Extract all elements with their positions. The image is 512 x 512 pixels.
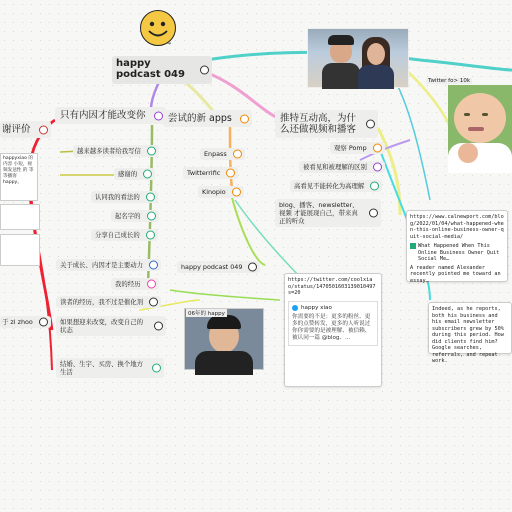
node-zhou[interactable]: 于 zi zhoo	[0, 316, 51, 328]
article-url[interactable]: https://www.calnewport.com/blog/2022/01/04/what-happened-when-this-online-business-owner-quit-social-media/	[410, 214, 504, 240]
connector-icon[interactable]	[146, 231, 155, 240]
node-blog-note[interactable]: blog、播客、newsletter、视频 才能展现自己，带来真正的听众	[275, 199, 381, 227]
node-recognize[interactable]: 认同我的看法的	[91, 191, 158, 203]
tweet-user: happy xiao	[301, 304, 332, 311]
node-podcast-ref[interactable]: happy podcast 049	[177, 261, 260, 273]
photo-caption: 06年的 happy	[188, 311, 225, 317]
article-title: What Happened When This Online Business Owner Quit Social Me…	[418, 243, 500, 262]
photo-happy-2006	[184, 308, 264, 370]
twitter-followers-tag: Twitter fo> 10k	[428, 78, 471, 84]
node-watch-pomp[interactable]: 观察 Pomp	[330, 142, 385, 154]
connector-icon[interactable]	[370, 182, 379, 191]
node-motivation[interactable]: 只有内因才能改变你	[55, 107, 166, 124]
node-enpass[interactable]: Enpass	[200, 148, 245, 160]
node-kinopio[interactable]: Kinopio	[198, 186, 244, 198]
node-more-readers[interactable]: 越来越多读者给我写信	[73, 145, 159, 157]
left-note-card: happyxiao 的内容 小短，视频发送性 的 等等播客 happy。	[0, 153, 38, 201]
connector-icon[interactable]	[147, 212, 156, 221]
connector-icon[interactable]	[232, 188, 241, 197]
connector-icon[interactable]	[366, 120, 375, 129]
root-node[interactable]	[112, 56, 212, 84]
link-icon	[410, 243, 416, 249]
connector-icon[interactable]	[146, 193, 155, 202]
connector-icon[interactable]	[240, 114, 249, 123]
connector-icon[interactable]	[154, 322, 163, 331]
connector-icon[interactable]	[369, 209, 378, 218]
tweet-embed	[288, 301, 378, 346]
node-interaction[interactable]: 推特互动高，为什么还做视频和播客	[275, 110, 378, 138]
connector-icon[interactable]	[248, 263, 257, 272]
node-thanks[interactable]: 感谢的	[114, 168, 155, 180]
connector-icon[interactable]	[373, 163, 382, 172]
connector-icon[interactable]	[143, 170, 152, 179]
connector-icon[interactable]	[149, 298, 158, 307]
root-title: happy podcast 049	[116, 58, 185, 80]
connector-icon[interactable]	[233, 150, 242, 159]
connector-icon[interactable]	[226, 169, 235, 178]
connector-icon[interactable]	[39, 318, 48, 327]
tweet-text: 你需要的不是：更多的粉丝、更多的点赞转发，更多的人听说过你你需要的是被理解、被信赖、被认同一篇 @blog、…	[292, 313, 371, 341]
quote-text: Indeed, as he reports, both his business and his email newsletter subscribers grew by 50% during this period. How did clients find him? Google searches, referrals, and repeat work.	[432, 306, 504, 364]
node-share-growth[interactable]: 分享自己成长的	[91, 229, 158, 241]
node-about-growth[interactable]: 关于成长、内因才是主要动力	[56, 259, 161, 271]
tweet-url[interactable]: https://twitter.com/coolxiao/status/1470501603139010497s=20	[288, 277, 376, 296]
node-my-experience[interactable]: 我的经历	[111, 278, 159, 290]
photo-couple	[307, 28, 409, 88]
connector-icon[interactable]	[147, 280, 156, 289]
node-seen-vs-understood[interactable]: 被看见和被理解的区别	[299, 161, 385, 173]
node-life-events[interactable]: 结婚、生宇、买房、换个地方生活	[56, 358, 164, 378]
node-want-change[interactable]: 如果想迎来改变，改变自己的状态	[56, 316, 166, 336]
connector-icon[interactable]	[147, 147, 156, 156]
left-note-card-2	[0, 204, 40, 230]
node-thanks-review[interactable]: 谢评价	[0, 121, 51, 138]
photo-success-kid	[448, 85, 512, 167]
node-twitterrific[interactable]: Twitterrific	[183, 167, 238, 179]
smiley-control-icon[interactable]: →	[166, 40, 172, 47]
article-card[interactable]	[406, 210, 508, 282]
connector-icon[interactable]	[39, 125, 48, 134]
quote-card[interactable]	[428, 302, 512, 364]
connector-icon[interactable]	[149, 261, 158, 270]
article-desc: A reader named Alexander recently pointed me toward an essay…	[410, 264, 501, 284]
node-value-convert[interactable]: 高看见不能转化为高理解	[290, 180, 382, 192]
left-note-card-3	[0, 234, 40, 266]
connector-icon[interactable]	[154, 111, 163, 120]
twitter-icon	[292, 305, 298, 311]
node-famous[interactable]: 起名字的	[111, 210, 159, 222]
connector-icon[interactable]	[152, 364, 161, 373]
tweet-card[interactable]	[284, 273, 382, 387]
node-readers-experience[interactable]: 读者的经历，我不过是催化剂	[56, 296, 161, 308]
node-new-apps[interactable]: 尝试的新 apps	[163, 110, 252, 127]
connector-icon[interactable]	[373, 144, 382, 153]
connector-icon[interactable]	[200, 66, 209, 75]
